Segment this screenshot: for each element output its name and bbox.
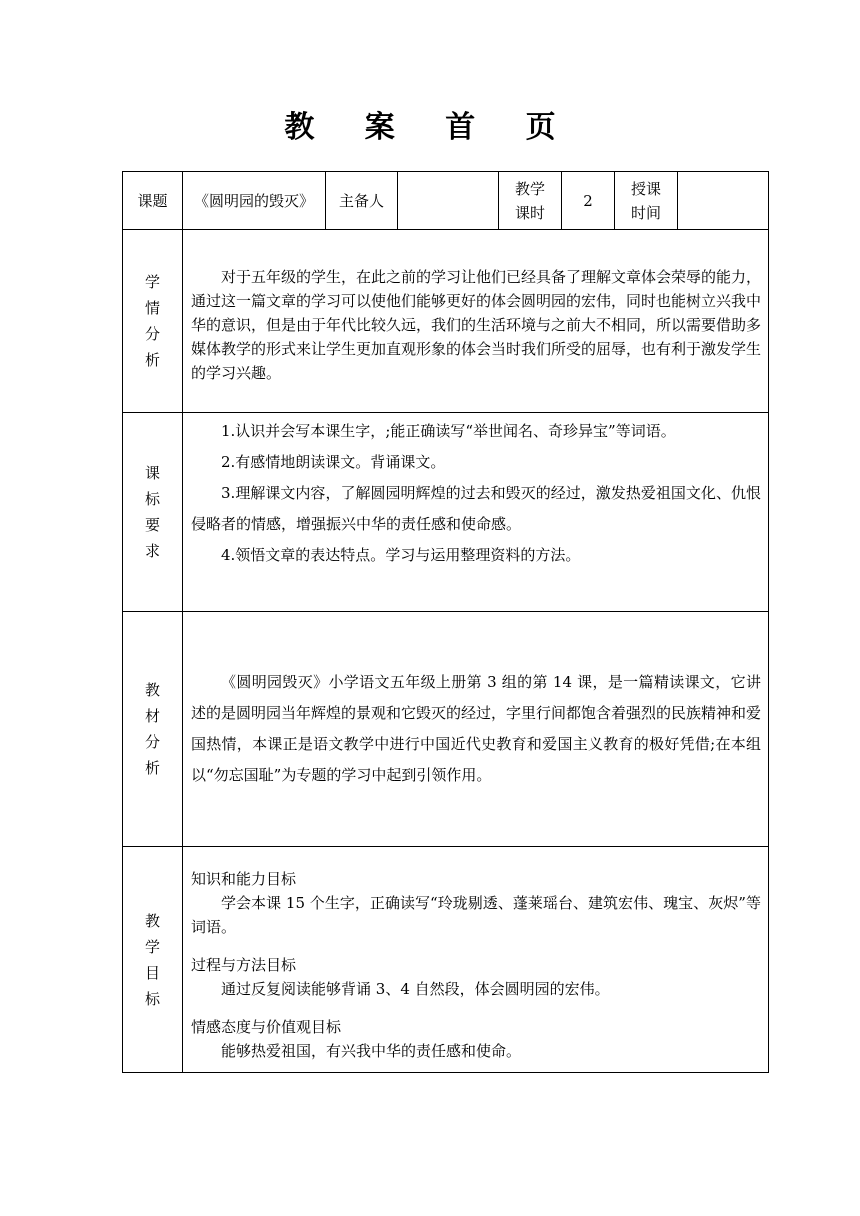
student-analysis-text: 对于五年级的学生，在此之前的学习让他们已经具备了理解文章体会荣辱的能力，通过这一篇文章的学习可以使他们能够更好的体会圆明园的宏伟，同时也能树立兴我中华的意识，但是由于年代比较久远，我们的生活环境与之前大不相同，所以需要借助多媒体教学的形式来让学生更加直观形象的体会当时我们所受的屈辱，也有利于激发学生的学习兴趣。 — [191, 268, 762, 382]
date-label: 授课时间 — [615, 172, 678, 230]
process-goal-text: 通过反复阅读能够背诵 3、4 自然段，体会圆明园的宏伟。 — [221, 980, 610, 998]
teaching-goals-cell — [183, 847, 769, 1073]
date-value — [678, 172, 769, 230]
hours-value: 2 — [562, 172, 615, 230]
lesson-plan-table — [122, 171, 769, 1073]
knowledge-goal-title: 知识和能力目标 — [191, 870, 297, 888]
curriculum-standard-row — [123, 413, 769, 612]
standard-item: 3.理解课文内容，了解圆园明辉煌的过去和毁灭的经过，激发热爱祖国文化、仇恨侵略者的情感，增强振兴中华的责任感和使命感。 — [191, 484, 761, 533]
student-analysis-cell — [183, 230, 769, 413]
emotion-goal-text: 能够热爱祖国，有兴我中华的责任感和使命。 — [221, 1042, 522, 1060]
curriculum-standard-label: 课 标 要 求 — [123, 413, 183, 612]
student-analysis-row — [123, 230, 769, 413]
hours-label: 教学课时 — [499, 172, 562, 230]
standard-item: 2.有感情地朗读课文。背诵课文。 — [221, 453, 446, 471]
standard-item: 4.领悟文章的表达特点。学习与运用整理资料的方法。 — [221, 546, 581, 564]
header-row — [123, 172, 769, 230]
standard-item: 1.认识并会写本课生字，;能正确读写“举世闻名、奇珍异宝”等词语。 — [221, 422, 676, 440]
knowledge-goal-text: 学会本课 15 个生字，正确读写“玲珑剔透、蓬莱瑶台、建筑宏伟、瑰宝、灰烬”等词语。 — [191, 894, 761, 936]
preparer-value — [398, 172, 499, 230]
material-analysis-row — [123, 612, 769, 847]
course-label: 课题 — [123, 172, 183, 230]
material-analysis-text: 《圆明园毁灭》小学语文五年级上册第 3 组的第 14 课，是一篇精读课文，它讲述的是圆明园当年辉煌的景观和它毁灭的经过，字里行间都饱含着强烈的民族精神和爱国热情，本课正是语文教学中进行中国近代史教育和爱国主义教育的极好凭借;在本组以“勿忘国耻”为专题的学习中起到引领作用。 — [191, 673, 762, 784]
preparer-label: 主备人 — [326, 172, 398, 230]
student-analysis-label: 学 情 分 析 — [123, 230, 183, 413]
material-analysis-label: 教 材 分 析 — [123, 612, 183, 847]
emotion-goal-title: 情感态度与价值观目标 — [191, 1018, 342, 1036]
course-value: 《圆明园的毁灭》 — [183, 172, 326, 230]
teaching-goals-label: 教 学 目 标 — [123, 847, 183, 1073]
material-analysis-cell — [183, 612, 769, 847]
page-title: 教 案 首 页 — [284, 110, 576, 145]
teaching-goals-row — [123, 847, 769, 1073]
curriculum-standard-cell — [183, 413, 769, 612]
process-goal-title: 过程与方法目标 — [191, 956, 297, 974]
